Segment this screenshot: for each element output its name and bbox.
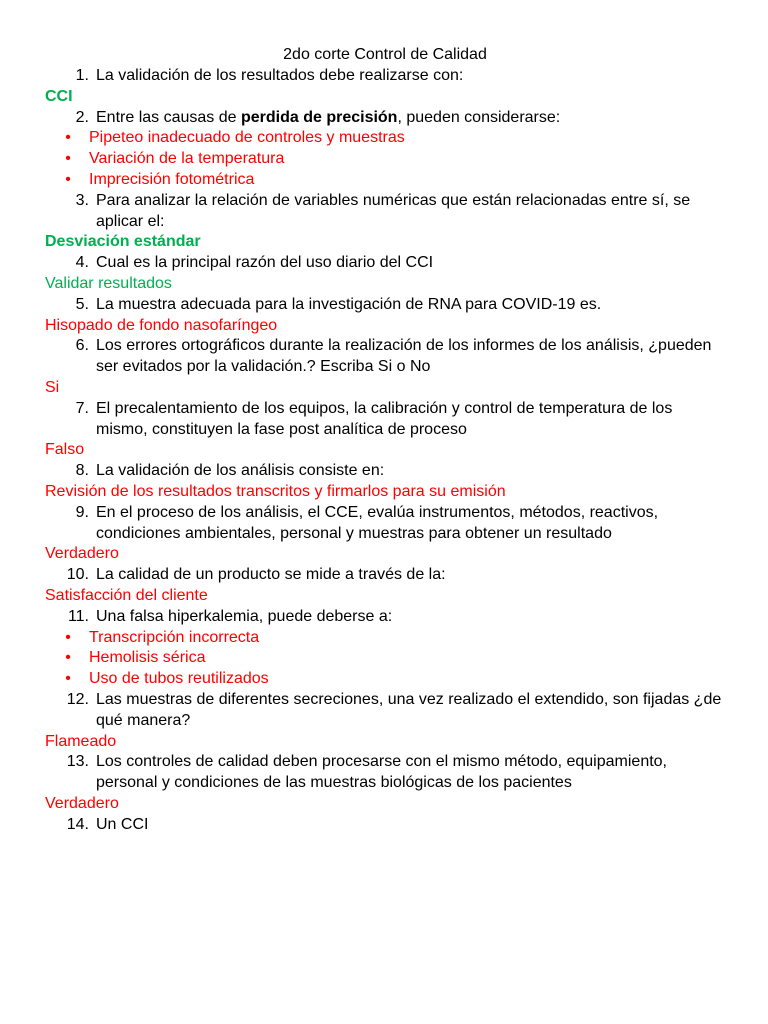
question-item: [45, 399, 725, 441]
question-number: 10.: [66, 566, 89, 584]
question-item: [45, 690, 725, 732]
question-item: [45, 815, 725, 836]
answer-bullet-item: [45, 669, 725, 690]
bullet-dot-icon: •: [65, 150, 71, 168]
answer-text: CCI: [45, 87, 73, 105]
question-item: [45, 565, 725, 586]
answer-bullet-text: Variación de la temperatura: [89, 150, 285, 168]
answer-bullet-item: [45, 648, 725, 669]
answer-bullet-text: Uso de tubos reutilizados: [89, 670, 269, 688]
answer-text: Satisfacción del cliente: [45, 586, 208, 604]
answer-bullet-item: [45, 170, 725, 191]
bullet-dot-icon: •: [65, 670, 71, 688]
question-item: [45, 108, 725, 129]
question-number: 7.: [75, 399, 89, 417]
document-page: [45, 44, 725, 835]
answer-bullet-text: Imprecisión fotométrica: [89, 170, 255, 188]
answer-text: Si: [45, 378, 60, 396]
document-title: 2do corte Control de Calidad: [283, 46, 487, 63]
question-text: [95, 108, 725, 129]
question-text: Cual es la principal razón del uso diario del CCI: [96, 254, 434, 272]
question-text-part: Entre las causas de: [96, 108, 241, 126]
question-number: 5.: [75, 295, 89, 313]
question-number: 14.: [66, 815, 89, 833]
question-item: [45, 461, 725, 482]
answer-text: Revisión de los resultados transcritos y firmarlos para su emisión: [45, 482, 506, 500]
answer-text: Flameado: [45, 732, 117, 750]
answer-bullet-text: Pipeteo inadecuado de controles y muestras: [89, 129, 405, 147]
question-item: [45, 253, 725, 274]
question-text-emphasis: perdida de precisión: [240, 108, 398, 126]
answer-bullet-item: [45, 149, 725, 170]
question-item: [45, 66, 725, 87]
question-text: La muestra adecuada para la investigación de RNA para COVID-19 es.: [96, 295, 602, 313]
question-number: 11.: [67, 607, 89, 625]
question-text: Una falsa hiperkalemia, puede deberse a:: [96, 607, 393, 625]
answer-bullet-item: [45, 128, 725, 149]
question-list: [45, 66, 725, 835]
question-number: 12.: [66, 690, 89, 708]
question-number: 9.: [75, 503, 89, 521]
question-number: 1.: [75, 67, 89, 84]
bullet-dot-icon: •: [65, 129, 71, 147]
question-number: 4.: [75, 254, 89, 272]
question-text: El precalentamiento de los equipos, la calibración y control de temperatura de los mismo, constituyen la fase post analítica de proceso: [96, 399, 673, 438]
question-item: [45, 752, 725, 794]
answer-bullet-text: Hemolisis sérica: [89, 649, 206, 667]
question-number: 2.: [75, 108, 89, 126]
answer-text: Falso: [45, 441, 85, 459]
question-item: [45, 607, 725, 628]
question-text: La calidad de un producto se mide a través de la:: [96, 566, 446, 584]
question-text: Las muestras de diferentes secreciones, una vez realizado el extendido, son fijadas ¿de qué manera?: [96, 690, 722, 729]
question-text: Los errores ortográficos durante la realización de los informes de los análisis, ¿pueden ser evitados por la validación.? Escriba Si o No: [96, 337, 712, 376]
question-text: La validación de los resultados debe realizarse con:: [96, 67, 464, 84]
answer-text: Validar resultados: [45, 274, 172, 292]
question-text: Un CCI: [96, 815, 149, 833]
answer-bullet-item: [45, 628, 725, 649]
question-item: [45, 336, 725, 378]
answer-bullet-text: Transcripción incorrecta: [89, 628, 260, 646]
question-text: La validación de los análisis consiste en:: [96, 462, 385, 480]
question-number: 8.: [75, 462, 89, 480]
answer-text: Verdadero: [45, 545, 119, 563]
question-item: [45, 503, 725, 545]
question-text: Para analizar la relación de variables numéricas que están relacionadas entre sí, se aplicar el:: [96, 191, 691, 230]
question-text-part: , pueden considerarse:: [397, 108, 561, 126]
bullet-dot-icon: •: [65, 628, 71, 646]
question-number: 6.: [75, 337, 89, 355]
question-text: Los controles de calidad deben procesarse con el mismo método, equipamiento, personal y condiciones de las muestras biológicas de los pacientes: [96, 753, 667, 792]
question-number: 3.: [75, 191, 89, 209]
question-item: [45, 295, 725, 316]
question-item: [45, 191, 725, 233]
answer-text: Hisopado de fondo nasofaríngeo: [45, 316, 278, 334]
answer-text: Verdadero: [45, 794, 119, 812]
answer-text: Desviación estándar: [45, 233, 201, 251]
bullet-dot-icon: •: [65, 649, 71, 667]
question-number: 13.: [66, 753, 89, 771]
question-text: En el proceso de los análisis, el CCE, evalúa instrumentos, métodos, reactivos, condiciones ambientales, personal y muestras para obtener un resultado: [96, 503, 659, 542]
bullet-dot-icon: •: [65, 170, 71, 188]
